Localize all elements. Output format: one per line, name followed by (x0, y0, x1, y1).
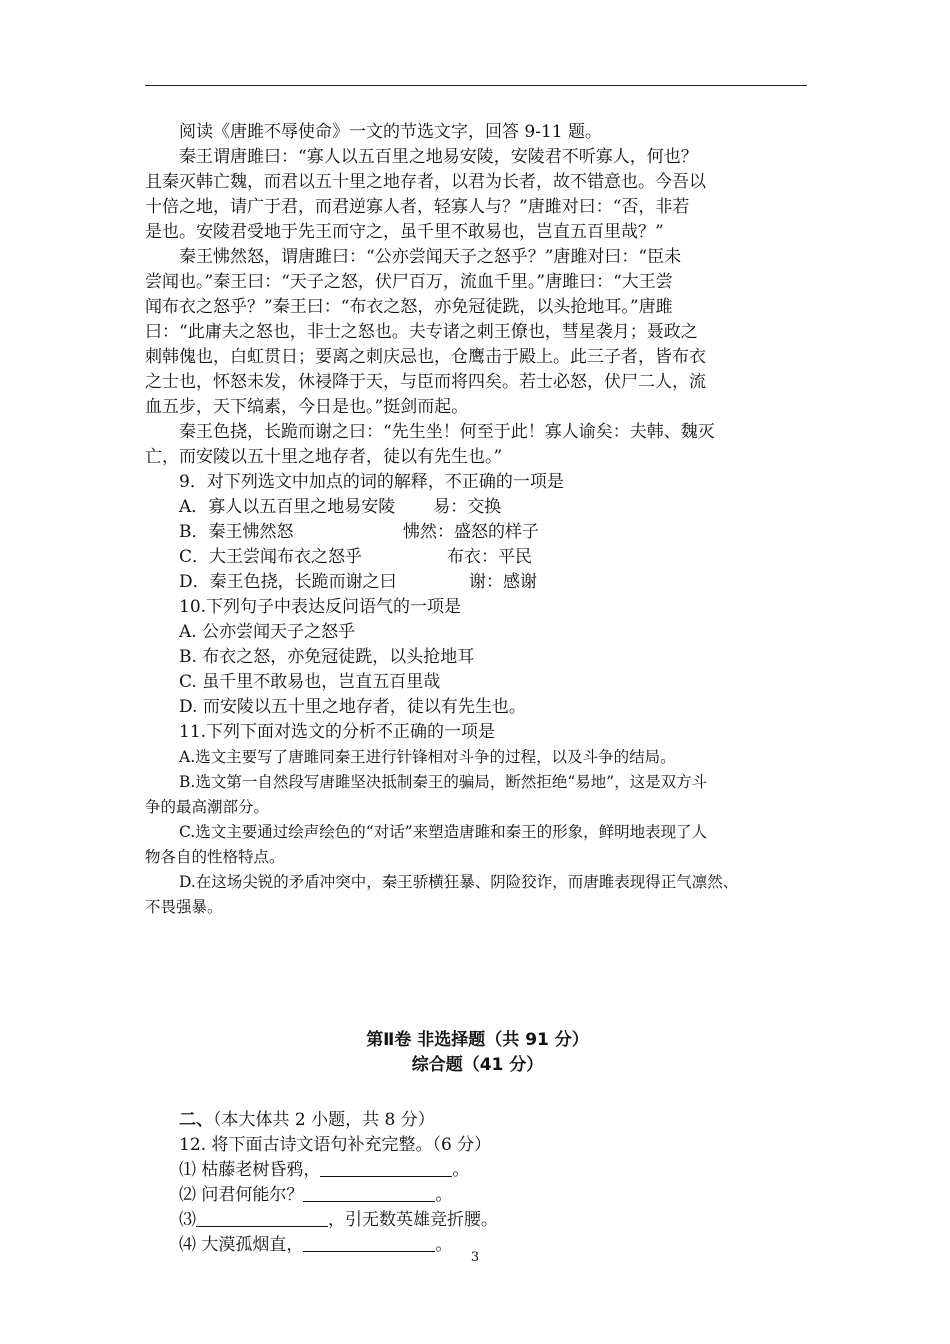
fill-prefix: ⑶ (179, 1210, 196, 1230)
fill-item-1 (145, 1158, 810, 1183)
passage-line: 血五步，天下缟素，今日是也。”挺剑而起。 (145, 397, 469, 417)
option-a: A. 公亦尝闻天子之怒乎 (179, 622, 356, 642)
fill-suffix: 。 (435, 1185, 453, 1205)
section-subtitle: 综合题（41 分） (411, 1055, 544, 1075)
fill-prefix: ⑴ 枯藤老树昏鸦， (179, 1160, 321, 1180)
question-9 (145, 470, 810, 595)
fill-prefix: ⑷ 大漠孤烟直， (179, 1235, 304, 1255)
passage-line: 秦王怫然怒，谓唐雎曰：“公亦尝闻天子之怒乎？”唐雎对曰：“臣未 (179, 247, 682, 267)
page-number: 3 (470, 1250, 480, 1265)
option-c (145, 545, 810, 570)
passage-line: 秦王色挠，长跪而谢之曰：“先生坐！何至于此！寡人谕矣：夫韩、魏灭 (179, 422, 715, 442)
fill-suffix: 。 (435, 1235, 453, 1255)
question-12-stem: 12. 将下面古诗文语句补充完整。（6 分） (179, 1135, 492, 1155)
option-label: D．秦王色挠，长跪而谢之曰 (179, 572, 397, 592)
section-title: 第Ⅱ卷 非选择题（共 91 分） (366, 1030, 589, 1050)
option-answer: 布衣：平民 (447, 547, 532, 567)
reading-intro: 阅读《唐雎不辱使命》一文的节选文字，回答 9-11 题。 (179, 122, 602, 142)
part-heading-number: 二、 (179, 1110, 213, 1130)
option-d: D. 而安陵以五十里之地存者，徒以有先生也。 (179, 697, 526, 717)
question-stem: 10.下列句子中表达反问语气的一项是 (179, 597, 462, 617)
option-label: C．大王尝闻布衣之怒乎 (179, 547, 363, 567)
option-b: B.选文第一自然段写唐雎坚决抵制秦王的骗局，断然拒绝“易地”，这是双方斗 (179, 773, 708, 791)
option-d-cont: 不畏强暴。 (145, 898, 223, 916)
option-a: A.选文主要写了唐雎同秦王进行针锋相对斗争的过程，以及斗争的结局。 (179, 748, 676, 766)
fill-item-3 (145, 1208, 810, 1233)
fill-suffix: 。 (452, 1160, 470, 1180)
question-stem: 11.下列下面对选文的分析不正确的一项是 (179, 722, 496, 742)
answer-blank[interactable] (196, 1210, 328, 1227)
option-answer: 怫然：盛怒的样子 (403, 522, 539, 542)
question-10 (145, 595, 810, 720)
question-11 (145, 720, 810, 920)
part-two (145, 1108, 810, 1258)
option-c: C. 虽千里不敢易也，岂直五百里哉 (179, 672, 441, 692)
option-b-cont: 争的最高潮部分。 (145, 798, 270, 816)
option-label: B．秦王怫然怒 (179, 522, 294, 542)
part-heading-text: （本大体共 2 小题，共 8 分） (213, 1110, 435, 1130)
option-d: D.在这场尖锐的矛盾冲突中，秦王骄横狂暴、阴险狡诈，而唐雎表现得正气凛然、 (179, 873, 739, 891)
fill-item-2 (145, 1183, 810, 1208)
passage-line: 刺韩傀也，白虹贯日；要离之刺庆忌也，仓鹰击于殿上。此三子者，皆布衣 (145, 347, 706, 367)
option-b (145, 520, 810, 545)
passage-line: 亡，而安陵以五十里之地存者，徒以有先生也。” (145, 447, 503, 467)
answer-blank[interactable] (303, 1185, 435, 1202)
part-heading (145, 1108, 810, 1133)
option-b: B. 布衣之怒，亦免冠徒跣，以头抢地耳 (179, 647, 475, 667)
fill-suffix: ，引无数英雄竞折腰。 (328, 1210, 498, 1230)
header-rule (145, 85, 807, 86)
option-c-cont: 物各自的性格特点。 (145, 848, 285, 866)
passage-line: 曰：“此庸夫之怒也，非士之怒也。夫专诸之刺王僚也，彗星袭月；聂政之 (145, 322, 698, 342)
passage-line: 尝闻也。”秦王曰：“天子之怒，伏尸百万，流血千里。”唐雎曰：“大王尝 (145, 272, 673, 292)
passage-line: 秦王谓唐雎曰：“寡人以五百里之地易安陵，安陵君不听寡人，何也？ (179, 147, 698, 167)
answer-blank[interactable] (320, 1160, 452, 1177)
option-c: C.选文主要通过绘声绘色的“对话”来塑造唐雎和秦王的形象，鲜明地表现了人 (179, 823, 708, 841)
passage-line: 是也。安陵君受地于先王而守之，虽千里不敢易也，岂直五百里哉？” (145, 222, 664, 242)
option-answer: 谢：感谢 (469, 572, 537, 592)
option-answer: 易：交换 (433, 497, 502, 517)
fill-prefix: ⑵ 问君何能尔？ (179, 1185, 304, 1205)
passage-line: 且秦灭韩亡魏，而君以五十里之地存者，以君为长者，故不错意也。今吾以 (145, 172, 706, 192)
option-d (145, 570, 810, 595)
passage-line: 闻布衣之怒乎？”秦王曰：“布衣之怒，亦免冠徒跣，以头抢地耳。”唐雎 (145, 297, 673, 317)
passage (145, 145, 810, 470)
passage-line: 十倍之地，请广于君，而君逆寡人者，轻寡人与？”唐雎对曰：“否，非若 (145, 197, 690, 217)
page-content (145, 120, 810, 1258)
option-label: A．寡人以五百里之地易安陵 (179, 497, 396, 517)
passage-line: 之士也，怀怒未发，休祲降于天，与臣而将四矣。若士必怒，伏尸二人，流 (145, 372, 706, 392)
question-stem: 9．对下列选文中加点的词的解释，不正确的一项是 (179, 472, 564, 492)
option-a (145, 495, 810, 520)
